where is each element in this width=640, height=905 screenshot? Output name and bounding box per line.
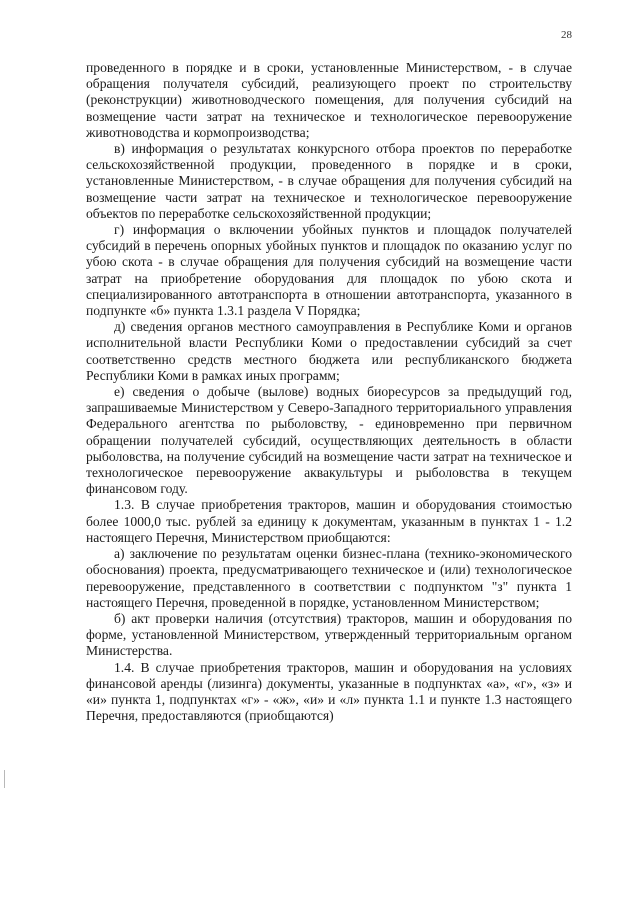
paragraph-1-4: 1.4. В случае приобретения тракторов, машин и оборудования на условиях финансовой аренды (лизинга) документы, указанные в подпунктах «а», «г», «з» и «и» пункта 1, подпунктах «г» - «ж», «и» и «л» пункта 1.1 и пункте 1.3 настоящего Перечня, предоставляются (приобщаются): [86, 659, 572, 724]
page-number: 28: [561, 29, 572, 41]
paragraph-item-b: б) акт проверки наличия (отсутствия) тракторов, машин и оборудования по форме, установленной Министерством, утвержденный территориальным органом Министерства.: [86, 610, 572, 659]
paragraph-item-d: д) сведения органов местного самоуправления в Республике Коми и органов исполнительной власти Республики Коми о предоставлении субсидий за счет соответственно средств местного бюджета или республиканского бюджета Республики Коми в рамках иных программ;: [86, 319, 572, 383]
scan-edge-mark: [4, 770, 5, 788]
paragraph-item-a: а) заключение по результатам оценки бизнес-плана (технико-экономического обоснования) проекта, предусматривающего техническое и (или) технологическое перевооружение, представленного в соответствии с подпунктом "з" пункта 1 настоящего Перечня, проведенной в порядке, установленном Министерством;: [86, 546, 572, 610]
paragraph-item-v: в) информация о результатах конкурсного отбора проектов по переработке сельскохозяйственной продукции, проведенного в порядке и в сроки, установленные Министерством, - в случае обращения для получения субсидий на возмещение части затрат на техническое и технологическое перевооружение объектов по переработке сельскохозяйственной продукции;: [86, 141, 572, 221]
paragraph-1-3: 1.3. В случае приобретения тракторов, машин и оборудования стоимостью более 1000,0 тыс. рублей за единицу к документам, указанным в пунктах 1 - 1.2 настоящего Перечня, Министерством приобщаются:: [86, 497, 572, 545]
paragraph-item-e: е) сведения о добыче (вылове) водных биоресурсов за предыдущий год, запрашиваемые Министерством у Северо-Западного территориального управления Федерального агентства по рыболовству, - единовременно при первичном обращении получателей субсидий, осуществляющих деятельность в области рыболовства, на получение субсидий на возмещение части затрат на техническое и технологическое перевооружение аквакультуры и рыболовства в текущем финансовом году.: [86, 384, 572, 497]
paragraph-item-g: г) информация о включении убойных пунктов и площадок получателей субсидий в перечень опорных убойных пунктов и площадок по оказанию услуг по убою скота - в случае обращения для получения субсидий на возмещение части затрат на приобретение оборудования для площадок по убою скота и специализированного автотранспорта в отношении автотранспорта, указанного в подпункте «б» пункта 1.3.1 раздела V Порядка;: [86, 222, 572, 319]
paragraph-continuation: проведенного в порядке и в сроки, установленные Министерством, - в случае обращения получателя субсидий, реализующего проект по строительству (реконструкции) животноводческого помещения, для получения субсидий на возмещение части затрат на техническое и технологическое перевооружение животноводства и кормопроизводства;: [86, 60, 572, 140]
document-body: [86, 60, 572, 724]
